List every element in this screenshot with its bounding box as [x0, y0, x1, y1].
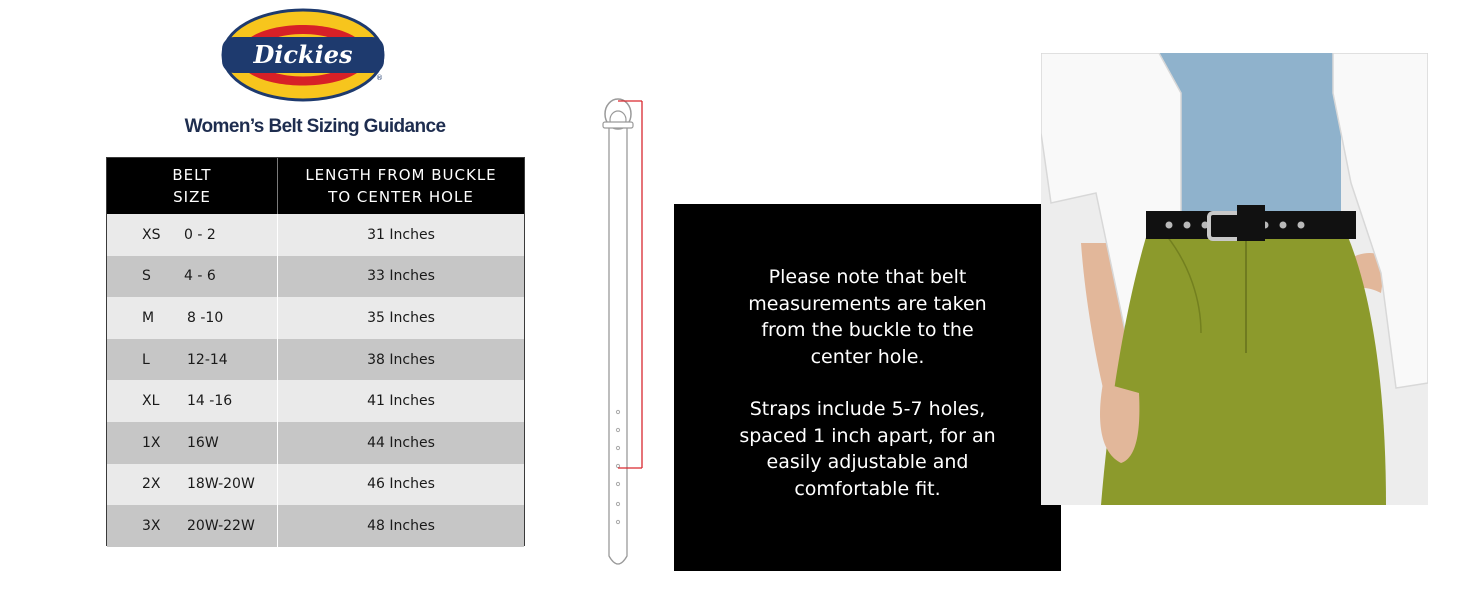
size-code: 3X — [142, 517, 161, 534]
buckle-keeper — [603, 122, 633, 128]
chart-title: Women’s Belt Sizing Guidance — [184, 116, 446, 137]
table-row — [107, 214, 524, 256]
size-code: 1X — [142, 434, 161, 451]
header-length-line2: TO CENTER HOLE — [328, 188, 474, 206]
table-row — [107, 464, 524, 506]
size-range: 8 -10 — [187, 309, 224, 326]
size-range: 14 -16 — [187, 393, 233, 410]
belt-length: 38 Inches — [367, 351, 435, 368]
header-belt-size-line1: BELT — [172, 166, 212, 184]
belt-size-table — [106, 157, 525, 546]
table-row — [107, 256, 524, 298]
size-code: XS — [142, 226, 161, 243]
size-range: 12-14 — [187, 351, 228, 368]
note-paragraph-1: Please note that belt measurements are taken from the buckle to the center hole. — [748, 266, 987, 368]
table-row — [107, 380, 524, 422]
size-range: 20W-22W — [187, 517, 255, 534]
belt-strap — [609, 128, 627, 564]
size-code: 2X — [142, 476, 161, 493]
logo-wordmark: Dickies — [253, 40, 353, 69]
size-code: L — [142, 351, 150, 368]
belt-diagram — [594, 94, 654, 576]
note-paragraph-2: Straps include 5-7 holes, spaced 1 inch apart, for an easily adjustable and comfortable fit. — [739, 398, 996, 500]
belt-length: 46 Inches — [367, 476, 435, 493]
header-length — [278, 158, 524, 214]
dickies-logo — [220, 8, 386, 104]
size-range: 4 - 6 — [184, 268, 216, 285]
size-code: XL — [142, 393, 160, 410]
sizing-note — [674, 204, 1061, 571]
header-length-line1: LENGTH FROM BUCKLE — [305, 166, 497, 184]
belt-holes — [616, 410, 619, 523]
size-range: 16W — [187, 434, 219, 451]
size-range: 18W-20W — [187, 476, 255, 493]
belt-length: 35 Inches — [367, 309, 435, 326]
belt-length: 44 Inches — [367, 434, 435, 451]
table-row — [107, 339, 524, 381]
table-row — [107, 505, 524, 547]
belt-length: 31 Inches — [367, 226, 435, 243]
belt-length: 48 Inches — [367, 517, 435, 534]
size-code: S — [142, 268, 151, 285]
belt-length: 33 Inches — [367, 268, 435, 285]
header-belt-size — [107, 158, 278, 214]
table-header — [107, 158, 524, 214]
measurement-line — [618, 101, 642, 468]
header-belt-size-line2: SIZE — [173, 188, 211, 206]
table-row — [107, 297, 524, 339]
size-code: M — [142, 309, 155, 326]
belt-length: 41 Inches — [367, 393, 435, 410]
table-row — [107, 422, 524, 464]
size-range: 0 - 2 — [184, 226, 216, 243]
model-photo — [1041, 53, 1428, 505]
svg-text:®: ® — [376, 74, 383, 82]
